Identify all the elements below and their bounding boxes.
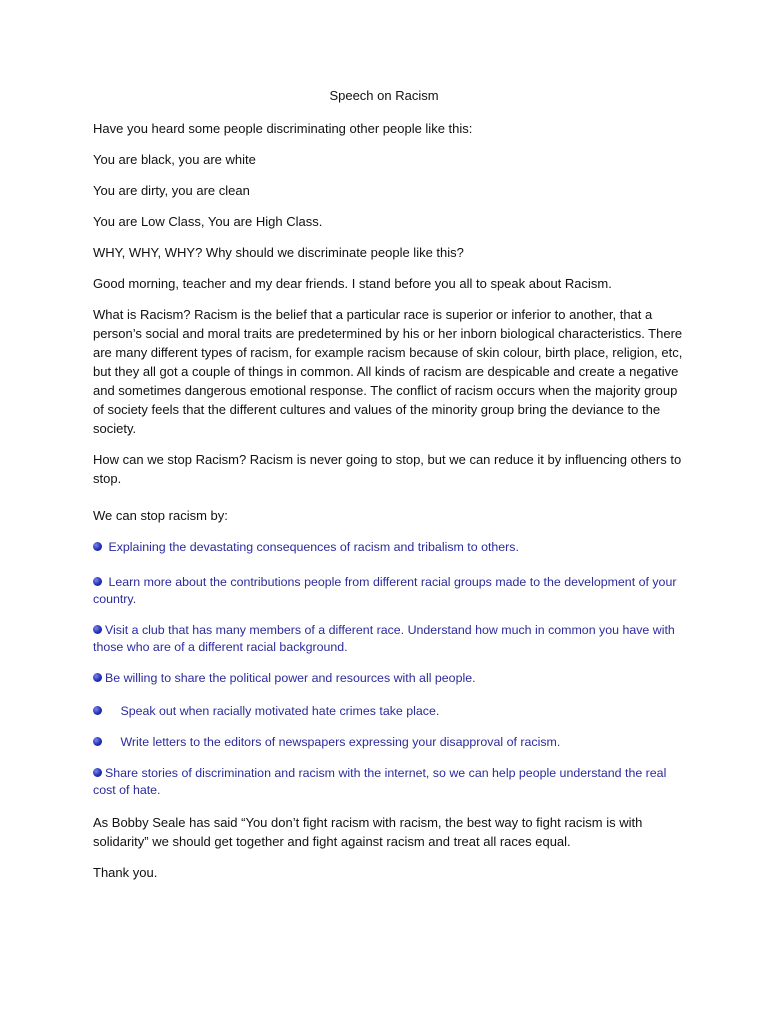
list-item (93, 670, 683, 687)
paragraph: You are dirty, you are clean (93, 183, 250, 198)
paragraph: You are black, you are white (93, 152, 256, 167)
list-item (93, 574, 683, 608)
list-item-text: Explaining the devastating consequences of racism and tribalism to others. (108, 540, 519, 554)
list-item (93, 734, 683, 751)
paragraph: How can we stop Racism? Racism is never going to stop, but we can reduce it by influencing others to stop. (93, 452, 682, 486)
paragraph: You are Low Class, You are High Class. (93, 214, 323, 229)
paragraph: Good morning, teacher and my dear friends. I stand before you all to speak about Racism. (93, 276, 612, 291)
bullet-list (93, 539, 683, 799)
bullet-icon (93, 542, 102, 551)
bullet-icon (93, 577, 102, 586)
bullet-icon (93, 768, 102, 777)
list-item-text: Learn more about the contributions people from different racial groups made to the development of your country. (93, 575, 677, 606)
paragraph: WHY, WHY, WHY? Why should we discriminate people like this? (93, 245, 464, 260)
bullet-icon (93, 706, 102, 715)
list-item (93, 765, 683, 799)
paragraph: We can stop racism by: (93, 508, 228, 523)
paragraph: Thank you. (93, 865, 158, 880)
list-item-text: Write letters to the editors of newspapers expressing your disapproval of racism. (120, 735, 561, 749)
paragraph: What is Racism? Racism is the belief that a particular race is superior or inferior to another, that a person’s social and moral traits are predetermined by his or her inborn biological characteristics. There are many different types of racism, for example racism because of skin colour, birth place, religion, etc, but they all got a couple of things in common. All kinds of racism are despicable and create a negative and sometimes dangerous emotional response. The conflict of racism occurs when the majority group of society feels that the different cultures and values of the minority group bring the deviance to the society. (93, 307, 683, 436)
list-item (93, 539, 683, 556)
list-item (93, 622, 683, 656)
document-title: Speech on Racism (329, 88, 439, 103)
list-item-text: Speak out when racially motivated hate crimes take place. (120, 704, 440, 718)
document-body (93, 119, 683, 894)
list-item (93, 703, 683, 720)
bullet-icon (93, 673, 102, 682)
list-item-text: Share stories of discrimination and racism with the internet, so we can help people understand the real cost of hate. (93, 766, 667, 797)
bullet-icon (93, 737, 102, 746)
bullet-icon (93, 625, 102, 634)
list-item-text: Visit a club that has many members of a different race. Understand how much in common you have with those who are of a different racial background. (93, 623, 675, 654)
paragraph: As Bobby Seale has said “You don’t fight racism with racism, the best way to fight racism is with solidarity” we should get together and fight against racism and treat all races equal. (93, 815, 643, 849)
list-item-text: Be willing to share the political power and resources with all people. (105, 671, 476, 685)
paragraph: Have you heard some people discriminating other people like this: (93, 121, 473, 136)
